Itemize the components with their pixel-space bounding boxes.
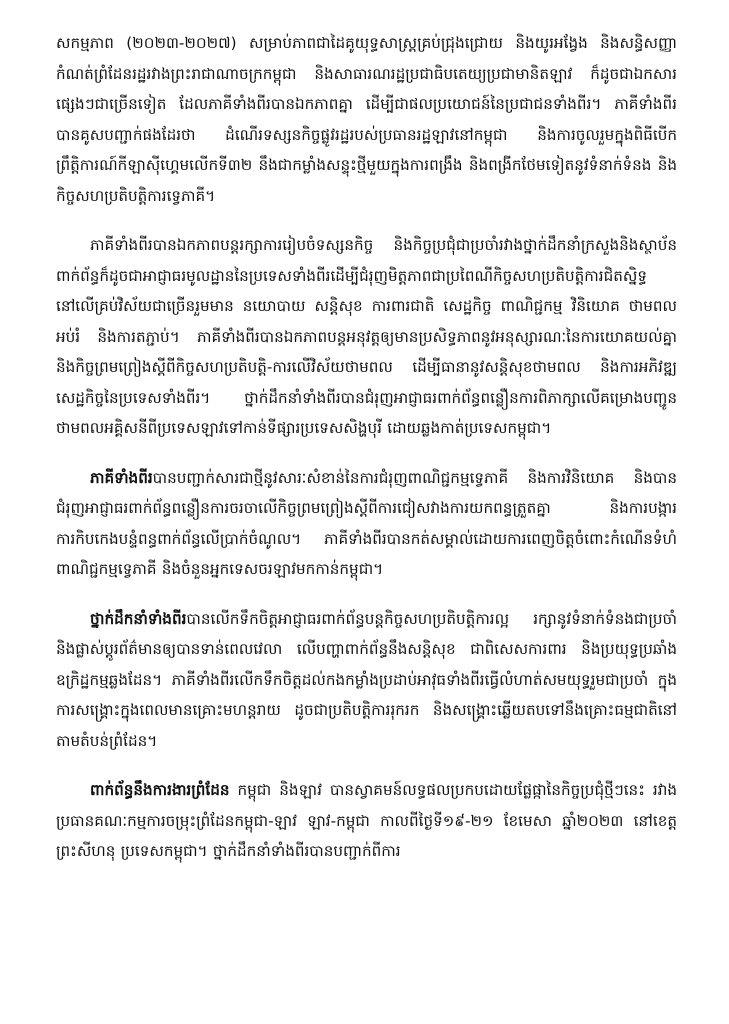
paragraph-5-text: កម្ពុជា និងឡាវ បានស្វាគមន៍លទ្ធផលប្រកបដោយផ្លែផ្កានៃកិច្ចប្រជុំថ្មីៗនេះ រវាងប្រធានគណៈកម្មការចម្រុះព្រំដែនកម្ពុជា-ឡាវ ឡាវ-កម្ពុជា កាលពីថ្ងៃទី១៩-២១ ខែមេសា ឆ្នាំ២០២៣ នៅខេត្តព្រះសីហនុ ប្រទេសកម្ពុជា។ ថ្នាក់ដឹកនាំទាំងពីរបានបញ្ជាក់ពីការ <box>56 781 677 860</box>
paragraph-5-lead: ពាក់ព័ន្ធនឹងការងារព្រំដែន <box>90 781 230 799</box>
paragraph-1-text: សកម្មភាព (២០២៣-២០២៧) សម្រាប់ភាពជាដៃគូយុទ្ធសាស្ត្រគ្រប់ជ្រុងជ្រោយ និងយូរអង្វែង និងសន្ធិសញ្ញាកំណត់ព្រំដែនរដ្ឋរវាងព្រះរាជាណាចក្រកម្ពុជា និងសាធារណរដ្ឋប្រជាធិបតេយ្យប្រជាមានិតឡាវ ក៏ដូចជាឯកសារផ្សេងៗជាច្រើនទៀត ដែលភាគីទាំងពីរបានឯកភាពគ្នា ដើម្បីជាផលប្រយោជន៍នៃប្រជាជនទាំងពីរ។ ភាគីទាំងពីរបានគូសបញ្ជាក់ផងដែរថា ដំណើរទស្សនកិច្ចផ្លូវរដ្ឋរបស់ប្រធានរដ្ឋឡាវនៅកម្ពុជា និងការចូលរួមក្នុងពិធីបើកព្រឹត្តិការណ៍កីឡាស៊ីហ្គេមលើកទី៣២ នឹងជាកម្លាំងសន្ទុះថ្មីមួយក្នុងការពង្រឹង និងពង្រីកថែមទៀតនូវទំនាក់ទំនង និងកិច្ចសហប្រតិបត្តិការទ្វេភាគី។ <box>56 34 677 205</box>
paragraph-4-lead: ថ្នាក់ដឹកនាំទាំងពីរ <box>90 609 187 628</box>
paragraph-2 <box>56 230 677 444</box>
paragraph-2-text: ភាគីទាំងពីរបានឯកភាពបន្តរក្សាការរៀបចំទស្សនកិច្ច និងកិច្ចប្រជុំជាប្រចាំរវាងថ្នាក់ដឹកនាំក្រសួងនិងស្ថាប័នពាក់ព័ន្ធក៏ដូចជាអាជ្ញាធរមូលដ្ឋាននៃប្រទេសទាំងពីរដើម្បីជំរុញមិត្តភាពជាប្រពៃណីកិច្ចសហប្រតិបត្តិការជិតស្និទ្ធនៅលើគ្រប់វិស័យជាច្រើនរួមមាន នយោបាយ សន្តិសុខ ការពារជាតិ សេដ្ឋកិច្ច ពាណិជ្ជកម្ម វិនិយោគ ថាមពល អប់រំ និងការតភ្ជាប់។ ភាគីទាំងពីរបានឯកភាពបន្តអនុវត្តឲ្យមានប្រសិទ្ធភាពនូវអនុស្សារណៈនៃការយោគយល់គ្នា និងកិច្ចព្រមព្រៀងស្តីពីកិច្ចសហប្រតិបត្តិ-ការលើវិស័យថាមពល ដើម្បីធានានូវសន្តិសុខថាមពល និងការអភិវឌ្ឍសេដ្ឋកិច្ចនៃប្រទេសទាំងពីរ។ ថ្នាក់ដឹកនាំទាំងពីរបានជំរុញអាជ្ញាធរពាក់ព័ន្ធពន្លឿនការពិភាក្សាលើគម្រោងបញ្ជូនថាមពលអគ្គិសនីពីប្រទេសឡាវទៅកាន់ទីផ្សារប្រទេសសិង្ហបុរី ដោយឆ្លងកាត់ប្រទេសកម្ពុជា។ <box>56 236 677 437</box>
paragraph-3-text: បានបញ្ជាក់សារជាថ្មីនូវសារៈសំខាន់នៃការជំរុញពាណិជ្ជកម្មទ្វេភាគី និងការវិនិយោគ និងបានជំរុញអាជ្ញាធរពាក់ព័ន្ធពន្លឿនការចរចាលើកិច្ចព្រមព្រៀងស្តីពីការជៀសវាងការយកពន្ធត្រួតគ្នា និងការបង្ការការកិបកេងបន្ទំពន្ធពាក់ព័ន្ធលើប្រាក់ចំណូល។ ភាគីទាំងពីរបានកត់សម្គាល់ដោយការពេញចិត្តចំពោះកំណើនទំហំពាណិជ្ជកម្មទ្វេភាគី និងចំនួនអ្នកទេសចរឡាវមកកាន់កម្ពុជា។ <box>56 468 677 578</box>
paragraph-3-lead: ភាគីទាំងពីរ <box>90 468 153 487</box>
paragraph-4 <box>56 604 677 757</box>
paragraph-5 <box>56 775 677 867</box>
paragraph-3 <box>56 463 677 585</box>
paragraph-1 <box>56 28 677 211</box>
paragraph-4-text: បានលើកទឹកចិត្តអាជ្ញាធរពាក់ព័ន្ធបន្តកិច្ចសហប្រតិបត្តិការល្អ រក្សានូវទំនាក់ទំនងជាប្រចាំ និងផ្លាស់ប្តូរព័ត៌មានឲ្យបានទាន់ពេលវេលា លើបញ្ហាពាក់ព័ន្ធនឹងសន្តិសុខ ជាពិសេសការពារ និងប្រយុទ្ធប្រឆាំងឧក្រិដ្ឋកម្មឆ្លងដែន។ ភាគីទាំងពីរលើកទឹកចិត្តដល់កងកម្លាំងប្រដាប់អាវុធទាំងពីរធ្វើលំហាត់សមយុទ្ធរួមជាប្រចាំ ក្នុងការសង្គ្រោះក្នុងពេលមានគ្រោះមហន្តរាយ ដូចជាប្រតិបត្តិការរុករក និងសង្គ្រោះឆ្លើយតបទៅនឹងគ្រោះធម្មជាតិនៅតាមតំបន់ព្រំដែន។ <box>56 609 677 750</box>
